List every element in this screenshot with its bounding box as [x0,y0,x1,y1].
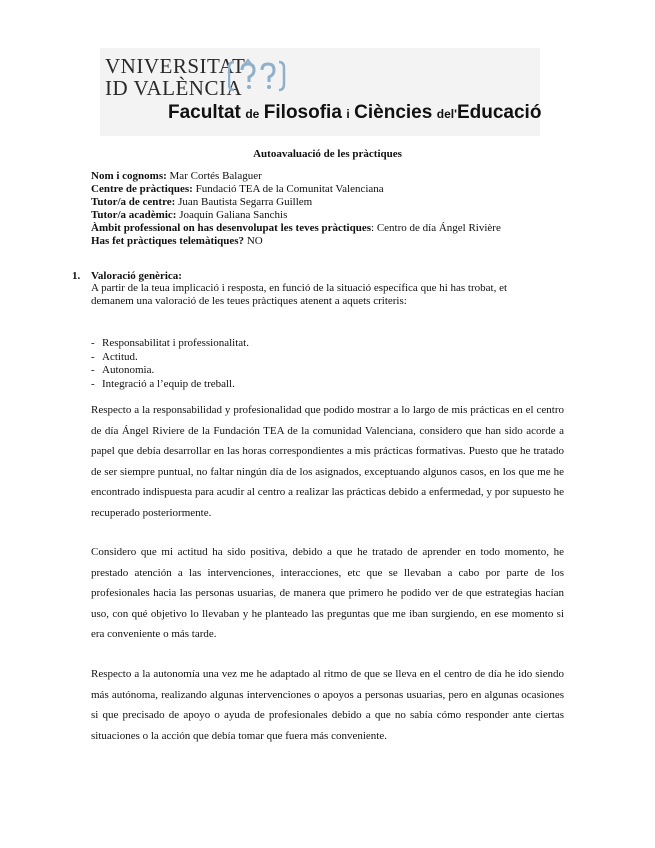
info-telematic-row: Has fet pràctiques telemàtiques? NO [91,235,263,247]
section-title: Valoració genèrica: [91,270,182,282]
paragraph-responsibility: Respecto a la responsabilidad y profesionalidad que podido mostrar a lo largo de mis prácticas en el centro de día Ángel Riviere de la Fundación TEA de la comunidad Valenciana, considero que han sido acorde a papel que debía desarrollar en las horas correspondientes a mis prácticas formativas. Puesto que he tratado de ser siempre puntual, no faltar ningún día de los asignados, exceptuando algunos casos, en los que me he encontrado indispuesta para acudir al centro a realizar las prácticas debido a enfermedad, y por supuesto he recuperado posteriormente. [91,404,564,519]
info-tutor-academic-row: Tutor/a acadèmic: Joaquín Galiana Sanchis [91,209,288,221]
list-item: - Actitud. [91,350,138,363]
list-item: - Responsabilitat i professionalitat. [91,337,249,349]
university-name-line2: ID VALÈNCIA [105,76,243,100]
university-logo-icon [228,56,286,96]
document-title: Autoavaluació de les pràctiques [253,148,402,160]
list-item: - Integració a l’equip de treball. [91,377,235,390]
student-info-block [91,170,501,248]
paragraph-attitude: Considero que mi actitud ha sido positiva, debido a que he tratado de aprender en todo momento, he prestado atención a las intervenciones, interacciones, etc que se llevaban a cabo por parte de los profesionales hacia las personas usuarias, de manera que primero he podido ver de que estrategias hacían uso, con qué objetivo lo llevaban y he planteado las preguntas que me iban surgiendo, en ese momento si era conveniente o más tarde. [91,546,564,640]
paragraph-autonomy: Respecto a la autonomía una vez me he adaptado al ritmo de que se lleva en el centro de día he ido siendo más autónoma, realizando algunas intervenciones o apoyos a personas usuarias, pero en algunas ocasiones si que precisado de apoyo o ayuda de profesionales debido a que no sabía cómo responder ante ciertas situaciones o la acción que debía tomar que fuera más conveniente. [91,668,564,742]
faculty-name: Facultat de Filosofia i Ciències del'Educació [168,102,542,123]
info-ambit-row: Àmbit professional on has desenvolupat les teves pràctiques: Centro de día Ángel Rivière [91,222,501,234]
criteria-list [91,337,249,391]
section-intro: A partir de la teua implicació i resposta, en funció de la situació específica que hi has trobat, et demanem una valoració de les teues pràctiques atenent a aquets criteris: [91,282,508,307]
university-name-line1: VNIVERSITAT [105,54,246,78]
list-item: - Autonomia. [91,364,155,376]
info-tutor-centre-row: Tutor/a de centre: Juan Bautista Segarra Guillem [91,196,313,208]
section-heading [72,270,182,282]
university-header-banner [100,48,540,136]
info-name-row: Nom i cognoms: Mar Cortés Balaguer [91,170,262,182]
info-centre-row: Centre de pràctiques: Fundació TEA de la Comunitat Valenciana [91,183,384,195]
section-number: 1. [72,270,81,282]
